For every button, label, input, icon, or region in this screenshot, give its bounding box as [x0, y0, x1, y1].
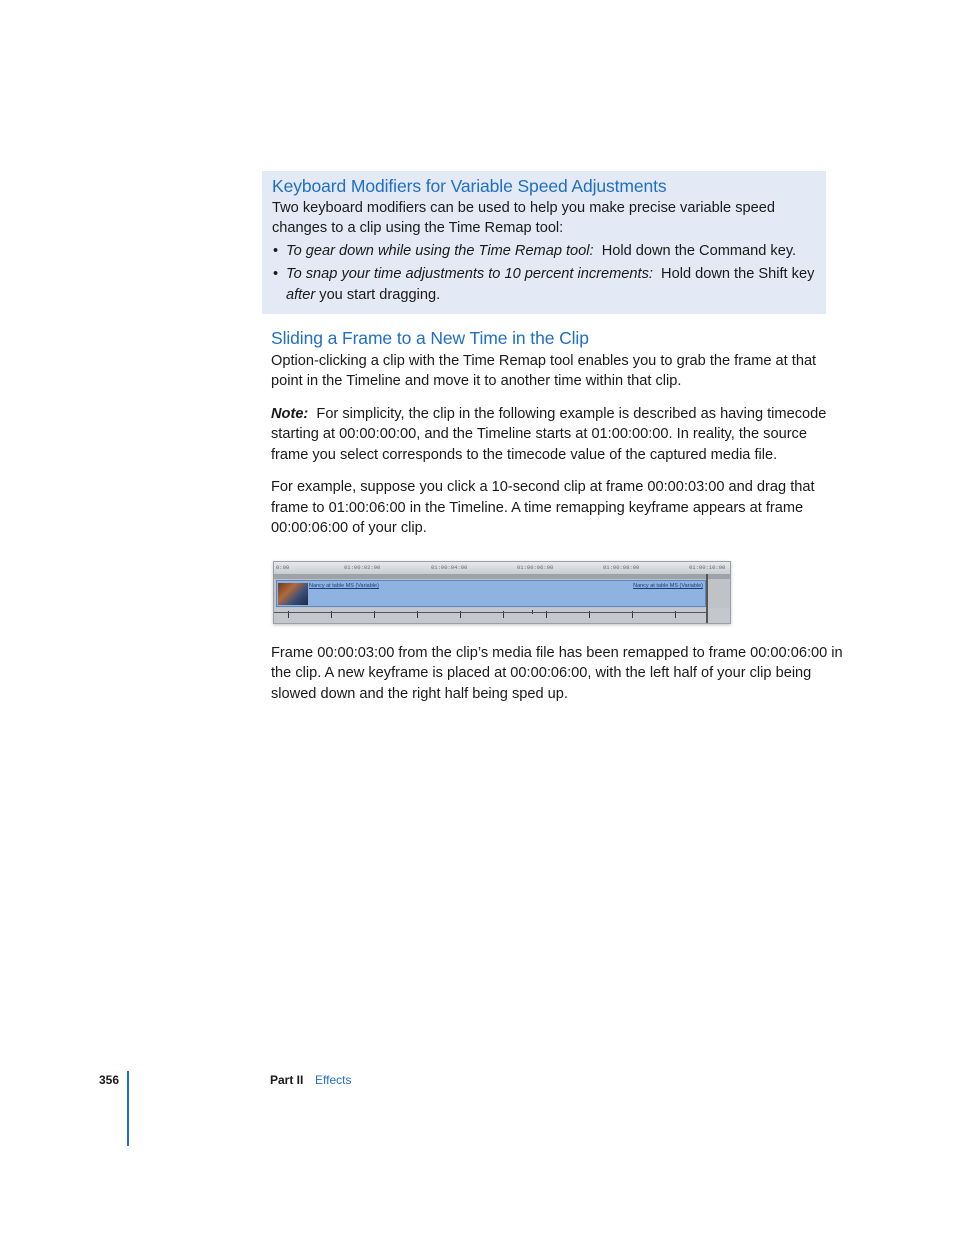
bullet-lead: To snap your time adjustments to 10 percent increments: — [286, 266, 653, 282]
note-text-1: For simplicity, the clip in the following example is described as having timecode — [316, 406, 827, 422]
bullet-dot: • — [273, 243, 279, 259]
para2-line1: For example, suppose you click a 10-second clip at frame 00:00:03:00 and drag that — [271, 479, 815, 495]
keyframe-area — [274, 608, 730, 623]
timeline-figure — [273, 561, 731, 624]
ruler-label: 01:00:06:00 — [517, 564, 554, 571]
note-label: Note: — [271, 406, 309, 422]
part-title-link[interactable]: Effects — [315, 1073, 352, 1087]
section-heading: Sliding a Frame to a New Time in the Clip — [271, 328, 589, 348]
note-line3: frame you select corresponds to the timecode value of the captured media file. — [271, 447, 778, 463]
clip-name-right: Nancy at table MS (Variable) — [633, 583, 703, 589]
bullet-cont-text: you start dragging. — [319, 287, 441, 303]
para2-line2: frame to 01:00:06:00 in the Timeline. A time remapping keyframe appears at frame — [271, 500, 804, 516]
bullet-cont-italic: after — [286, 287, 316, 303]
bullet-lead: To gear down while using the Time Remap tool: — [286, 243, 594, 259]
para3-line2: the clip. A new keyframe is placed at 00:00:06:00, with the left half of your clip being — [271, 665, 812, 681]
part-label: Part II — [270, 1073, 304, 1087]
ruler-label: 01:00:04:00 — [431, 564, 468, 571]
para1-line1: Option-clicking a clip with the Time Remap tool enables you to grab the frame at that — [271, 353, 817, 369]
footer-rule — [127, 1071, 129, 1146]
ruler-label: 01:00:10:00 — [689, 564, 726, 571]
bullet-dot: • — [273, 266, 279, 282]
timeline-end-marker — [706, 574, 708, 623]
para1-line2: point in the Timeline and move it to another time within that clip. — [271, 373, 682, 389]
note-line2: starting at 00:00:00:00, and the Timeline starts at 01:00:00:00. In reality, the source — [271, 426, 807, 442]
clip-thumbnail — [278, 583, 308, 605]
page-number: 356 — [99, 1073, 120, 1087]
keyframe-line — [274, 612, 706, 613]
sidebar-heading: Keyboard Modifiers for Variable Speed Adjustments — [272, 176, 667, 196]
para3-line3: slowed down and the right half being sped up. — [271, 686, 568, 702]
sidebar-intro-line1: Two keyboard modifiers can be used to help you make precise variable speed — [272, 200, 775, 216]
para3-line1: Frame 00:00:03:00 from the clip’s media file has been remapped to frame 00:00:06:00 in — [271, 645, 843, 661]
bullet-text: Hold down the Command key. — [601, 243, 797, 259]
note-line1 — [271, 404, 826, 425]
timeline-clip[interactable] — [276, 580, 706, 607]
ruler-label: 01:00:08:00 — [603, 564, 640, 571]
ruler-label: 01:00:02:00 — [344, 564, 381, 571]
clip-name-left: Nancy at table MS (Variable) — [309, 583, 379, 589]
track-strip — [274, 574, 730, 579]
sidebar-intro-line2: changes to a clip using the Time Remap tool: — [272, 220, 564, 236]
para2-line3: 00:00:06:00 of your clip. — [271, 520, 427, 536]
ruler-label: 0:00 — [276, 564, 290, 571]
bullet-text: Hold down the Shift key — [661, 266, 815, 282]
